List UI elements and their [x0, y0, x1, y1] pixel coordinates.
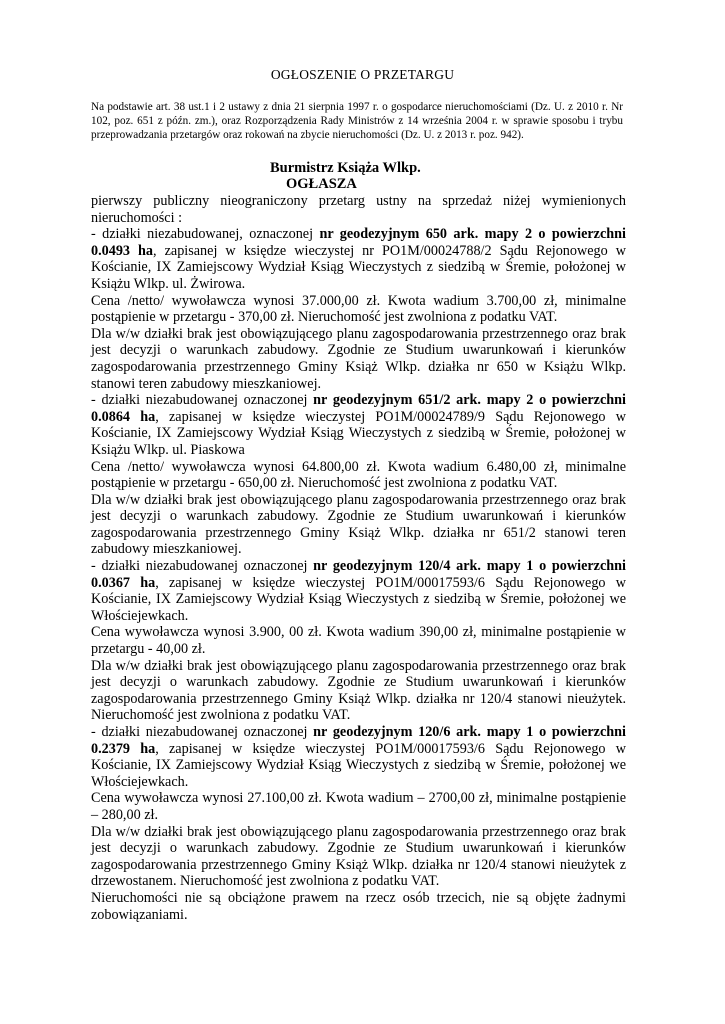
plot-prefix: - działki niezabudowanej oznaczonej	[91, 558, 314, 575]
plot-plan: Dla w/w działki brak jest obowiązującego planu zagospodarowania przestrzennego oraz brak jest decyzji o warunkach zabudowy. Zgodnie ze Studium uwarunkowań i kierunków zagospodarowania przestrzennego Gminy Książ Wlkp. działka nr 120/4 stanowi nieużytek z drzewostanem. Nieruchomość jest zwolniona z podatku VAT.	[91, 823, 626, 890]
plot-plan: Dla w/w działki brak jest obowiązującego planu zagospodarowania przestrzennego oraz brak jest decyzji o warunkach zabudowy. Zgodnie ze Studium uwarunkowań i kierunków zagospodarowania przestrzennego Gminy Książ Wlkp. działka nr 650 w Książu Wlkp. stanowi teren zabudowy mieszkaniowej.	[91, 325, 626, 392]
plot-plan: Dla w/w działki brak jest obowiązującego planu zagospodarowania przestrzennego oraz brak jest decyzji o warunkach zabudowy. Zgodnie ze Studium uwarunkowań i kierunków zagospodarowania przestrzennego Gminy Książ Wlkp. działka nr 120/4 stanowi nieużytek. Nieruchomość jest zwolniona z podatku VAT.	[91, 657, 626, 724]
plot-registry: , zapisanej w księdze wieczystej PO1M/00024789/9 Sądu Rejonowego w Kościanie, IX Zamiejscowy Wydział Ksiąg Wieczystych z siedzibą w Śremie, położonej w Książu Wlkp. ul. Piaskowa	[91, 408, 626, 458]
plot-registry: , zapisanej w księdze wieczystej PO1M/00017593/6 Sądu Rejonowego w Kościanie, IX Zamiejscowy Wydział Ksiąg Wieczystych z siedzibą w Śremie, położonej we Włościejewkach.	[91, 740, 626, 790]
closing-paragraph: Nieruchomości nie są obciążone prawem na rzecz osób trzecich, nie są objęte żadnymi zobowiązaniami.	[91, 889, 626, 923]
plot-price: Cena /netto/ wywoławcza wynosi 64.800,00 zł. Kwota wadium 6.480,00 zł, minimalne postąpienie w przetargu - 650,00 zł. Nieruchomość jest zwolniona z podatku VAT.	[91, 458, 626, 492]
legal-basis-paragraph: Na podstawie art. 38 ust.1 i 2 ustawy z dnia 21 sierpnia 1997 r. o gospodarce nieruchomościami (Dz. U. z 2010 r. Nr 102, poz. 651 z późn. zm.), oraz Rozporządzenia Rady Ministrów z 14 września 2004 r. w sprawie sposobu i trybu przeprowadzania przetargów oraz rokowań na zbycie nieruchomości (Dz. U. z 2013 r. poz. 942).	[91, 101, 623, 141]
plot-prefix: - działki niezabudowanej, oznaczonej	[91, 226, 320, 243]
plot-id: nr geodezyjnym 120/6 ark. mapy 1 o powierzchni 0.2379 ha	[91, 724, 626, 757]
plot-id: nr geodezyjnym 651/2 ark. mapy 2 o powierzchni 0.0864 ha	[91, 392, 626, 425]
plot-price: Cena wywoławcza wynosi 27.100,00 zł. Kwota wadium – 2700,00 zł, minimalne postąpienie – 280,00 zł.	[91, 790, 626, 823]
issuing-authority: Burmistrz Książa Wlkp.	[270, 160, 421, 176]
plot-registry: , zapisanej w księdze wieczystej PO1M/00017593/6 Sądu Rejonowego w Kościanie, IX Zamiejscowy Wydział Ksiąg Wieczystych z siedzibą w Śremie, położonej we Włościejewkach.	[91, 574, 626, 624]
announcement-heading: OGŁASZA	[286, 176, 357, 192]
plot-id: nr geodezyjnym 120/4 ark. mapy 1 o powierzchni 0.0367 ha	[91, 558, 626, 591]
plot-description	[91, 392, 626, 458]
plot-plan: Dla w/w działki brak jest obowiązującego planu zagospodarowania przestrzennego oraz brak jest decyzji o warunkach zabudowy. Zgodnie ze Studium uwarunkowań i kierunków zagospodarowania przestrzennego Gminy Książ Wlkp. działka nr 651/2 stanowi teren zabudowy mieszkaniowej.	[91, 491, 626, 558]
plot-id: nr geodezyjnym 650 ark. mapy 2 o powierzchni 0.0493 ha	[91, 226, 626, 259]
plot-description	[91, 558, 626, 624]
plot-description	[91, 724, 626, 790]
plot-price: Cena wywoławcza wynosi 3.900, 00 zł. Kwota wadium 390,00 zł, minimalne postąpienie w przetargu - 40,00 zł.	[91, 624, 626, 658]
plot-registry: , zapisanej w księdze wieczystej nr PO1M/00024788/2 Sądu Rejonowego w Kościanie, IX Zamiejscowy Wydział Ksiąg Wieczystych z siedzibą w Śremie, położonej w Książu Wlkp. ul. Żwirowa.	[91, 242, 626, 292]
plot-description	[91, 226, 626, 292]
document-title: OGŁOSZENIE O PRZETARGU	[270, 67, 455, 82]
plot-price: Cena /netto/ wywoławcza wynosi 37.000,00 zł. Kwota wadium 3.700,00 zł, minimalne postąpienie w przetargu - 370,00 zł. Nieruchomość jest zwolniona z podatku VAT.	[91, 292, 626, 326]
plot-prefix: - działki niezabudowanej oznaczonej	[91, 724, 314, 740]
plot-prefix: - działki niezabudowanej oznaczonej	[91, 392, 314, 409]
intro-paragraph: pierwszy publiczny nieograniczony przetarg ustny na sprzedaż niżej wymienionych nieruchomości :	[91, 193, 626, 226]
announcement-body	[91, 193, 626, 923]
